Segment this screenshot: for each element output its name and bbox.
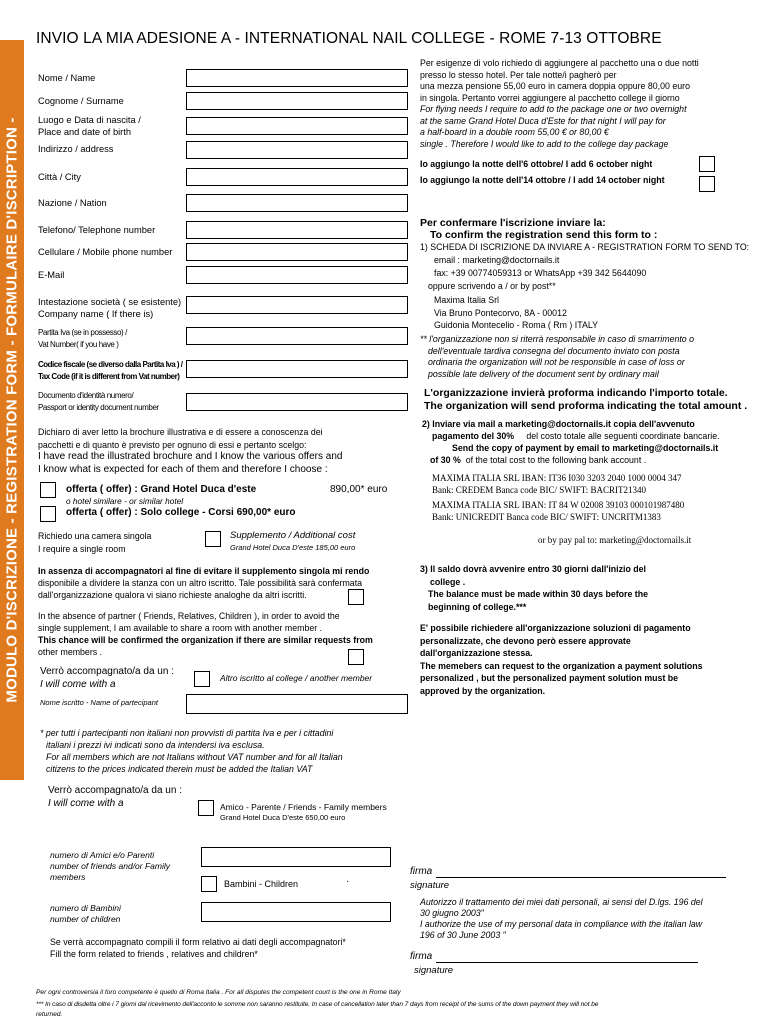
- offer1-label: offerta ( offer) : Grand Hotel Duca d'este: [66, 484, 257, 495]
- field-label-email: E-Mail: [38, 270, 65, 280]
- passport-input[interactable]: [186, 393, 408, 411]
- personalized-line: approved by the organization.: [420, 685, 546, 696]
- signature-label-1: signature: [410, 880, 450, 891]
- bank-line: MAXIMA ITALIA SRL IBAN: IT 84 W 02008 39103 000101987480: [432, 500, 685, 510]
- hotel-note-it-line: Per esigenze di volo richiedo di aggiungere al pacchetto una o due notti: [420, 58, 699, 68]
- supplement-sub: Grand Hotel Duca D'este 185,00 euro: [230, 543, 356, 552]
- share-room-en-line: single supplement, I am available to share a room with another member .: [38, 623, 323, 633]
- legal-note-line: Per ogni controversia il foro competente è quello di Roma Italia . For all disputes the competent court is the one in Rome Italy: [36, 989, 401, 996]
- hotel-note: [420, 58, 765, 150]
- children-count-label: [50, 903, 121, 925]
- proforma-note: [424, 387, 747, 413]
- step2-percent-en: of 30 %: [430, 455, 461, 465]
- payment-step3: [420, 563, 648, 613]
- field-label-vat: [38, 327, 127, 351]
- friends-count-line: members: [50, 872, 86, 882]
- email-input[interactable]: [186, 266, 408, 284]
- confirm-heading-en: To confirm the registration send this form to :: [430, 229, 658, 241]
- birth-input[interactable]: [186, 117, 408, 135]
- proforma-en: The organization will send proforma indicating the total amount .: [424, 400, 748, 412]
- bank-accounts: [432, 472, 684, 523]
- confirm-address-line: Maxima Italia Srl: [434, 295, 500, 305]
- personalized-payment: [420, 622, 703, 697]
- single-room-en: I require a single room: [38, 543, 126, 554]
- disclaimer-line: dell'eventuale tardiva consegna del documento inviato con posta: [428, 345, 680, 356]
- disclaimer-line: ordinaria the organization will not be responsible in case of loss or: [428, 357, 685, 367]
- taxcode-input[interactable]: [186, 360, 408, 378]
- vat-footnote-line: citizens to the prices indicated therein must be added the Italian VAT: [46, 764, 313, 774]
- brochure-en-line: I know what is expected for each of them and therefore I choose :: [38, 463, 328, 475]
- field-label-mobile: Cellulare / Mobile phone number: [38, 247, 173, 257]
- step2-line: del costo totale alle seguenti coordinate bancarie.: [526, 431, 720, 441]
- field-label-passport-it: Documento d'identità numero/: [38, 391, 134, 400]
- field-label-birth: [38, 114, 141, 138]
- brochure-en-line: I have read the illustrated brochure and I know the various offers and: [38, 451, 343, 462]
- field-label-company-it: Intestazione società ( se esistente): [38, 297, 182, 307]
- vat-footnote-line: italiani i prezzi ivi indicati sono da intendersi iva esclusa.: [46, 740, 265, 750]
- children-count-line: numero di Bambini: [50, 903, 121, 913]
- friends-family-label: Amico - Parente / Friends - Family members: [220, 802, 387, 812]
- hotel-note-en-line: at the same Grand Hotel Duca d'Este for that night I will pay for: [420, 115, 666, 126]
- field-label-company-en: Company name ( If there is): [38, 309, 154, 319]
- field-label-address: Indirizzo / address: [38, 144, 114, 154]
- confirm-heading-it: Per confermare l'iscrizione inviare la:: [420, 217, 606, 229]
- field-label-vat-en: Vat Number( if you have ): [38, 340, 119, 349]
- signature-line-2[interactable]: [436, 962, 698, 963]
- nation-input[interactable]: [186, 194, 408, 212]
- companions-form-note: [50, 936, 346, 960]
- field-label-telephone: Telefono/ Telephone number: [38, 225, 156, 235]
- night6-checkbox[interactable]: [699, 156, 715, 172]
- legal-notes: [36, 988, 766, 1020]
- step2-line: Send the copy of payment by email to marketing@doctornails.it: [452, 443, 719, 453]
- city-input[interactable]: [186, 168, 408, 186]
- confirm-disclaimer: [420, 334, 694, 380]
- confirm-fax: fax: +39 00774059313 or WhatsApp +39 342 5644090: [434, 268, 647, 278]
- field-label-company: [38, 296, 181, 320]
- friends-count-input[interactable]: [201, 847, 391, 867]
- offer1-price: 890,00* euro: [330, 484, 388, 495]
- single-room-it: Richiedo una camera singola: [38, 531, 152, 541]
- field-label-taxcode-en: Tax Code (if it is different from Vat number): [38, 372, 180, 381]
- children-checkbox[interactable]: [201, 876, 217, 892]
- page-title: INVIO LA MIA ADESIONE A - INTERNATIONAL NAIL COLLEGE - ROME 7-13 OTTOBRE: [36, 30, 662, 47]
- vat-footnote: [40, 727, 343, 775]
- companion-friends-en: I will come with a: [48, 798, 124, 809]
- share-room-checkbox[interactable]: [348, 589, 364, 605]
- hotel-note-en-line: a half-board in a double room 55,00 € or 80,00 €: [420, 127, 609, 137]
- field-label-nation: Nazione / Nation: [38, 198, 107, 208]
- share-room-en-line: This chance will be confirmed the organization if there are similar requests from: [38, 635, 373, 645]
- field-label-vat-it: Partita Iva (se in possesso) /: [38, 328, 127, 337]
- another-member-label: Altro iscritto al college / another member: [220, 673, 373, 683]
- single-room: [38, 530, 151, 555]
- legal-note-line: *** In caso di disdetta oltre i 7 giorni dal ricevimento dell'acconto le somme non saranno restituite. In case of cancellation later than 7 days from receipt of the sums of the down payment they will not be: [36, 1001, 599, 1008]
- share-room-en-line: other members .: [38, 647, 103, 657]
- companion-friends: [48, 784, 182, 810]
- confirm-email: email : marketing@doctornails.it: [434, 255, 560, 265]
- name-input[interactable]: [186, 69, 408, 87]
- confirm-step1: 1) SCHEDA DI ISCRIZIONE DA INVIARE A - REGISTRATION FORM TO SEND TO:: [420, 242, 750, 252]
- payment-step2: [422, 418, 720, 466]
- signature-label-2: signature: [414, 965, 454, 976]
- share-room-it-line: dall'organizzazione qualora vi siano richieste analoghe da altri iscritti.: [38, 590, 307, 600]
- share-room-it-line: In assenza di accompagnatori al fine di evitare il supplemento singola mi rendo: [38, 566, 370, 576]
- companion-member-en: I will come with a: [40, 679, 116, 690]
- privacy-line: I authorize the use of my personal data in compliance with the italian law: [420, 919, 703, 929]
- share-room-info: [38, 565, 369, 601]
- side-banner-text: MODULO D'ISCRIZIONE - REGISTRATION FORM - FORMULAIRE D'ISCRIPTION -: [3, 117, 21, 703]
- night6-label: Io aggiungo la notte dell'6 ottobre/ I add 6 october night: [420, 159, 653, 169]
- legal-note-line: returned.: [36, 1011, 63, 1018]
- field-label-passport-en: Passport or identity document number: [38, 403, 159, 412]
- companion-member-it: Verrò accompagnato/a da un :: [40, 666, 174, 677]
- brochure-it-line: Dichiaro di aver letto la brochure illustrativa e di essere a conoscenza dei: [38, 427, 323, 437]
- paypal-line: or by pay pal to: marketing@doctornails.it: [538, 535, 692, 545]
- confirm-address-line: Via Bruno Pontecorvo, 8A - 00012: [434, 307, 567, 318]
- offer2-label: offerta ( offer) : Solo college - Corsi 690,00* euro: [66, 507, 296, 518]
- share-room-it-line: disponibile a dividere la stanza con un altro iscritto. Tale possibilità sarà confermata: [38, 578, 363, 588]
- share-room-info-en: [38, 610, 373, 658]
- hotel-note-it-line: una mezza pensione 55,00 euro in camera doppia oppure 80,00 euro: [420, 81, 690, 91]
- vat-footnote-line: For all members which are not Italians without VAT number and for all Italian: [46, 752, 343, 762]
- children-count-input[interactable]: [201, 902, 391, 922]
- surname-input[interactable]: [186, 92, 408, 110]
- field-label-taxcode-it: Codice fiscale (se diverso dalla Partita Iva ) /: [38, 360, 183, 369]
- field-label-birth-it: Luogo e Data di nascita /: [38, 115, 141, 125]
- personalized-line: E' possibile richiedere all'organizzazione soluzioni di pagamento: [420, 623, 691, 633]
- share-room-en-checkbox[interactable]: [348, 649, 364, 665]
- hotel-note-it-line: presso lo stesso hotel. Per tale notte/i pagherò per: [420, 69, 617, 80]
- confirm-heading: [420, 217, 657, 241]
- field-label-name: Nome / Name: [38, 73, 96, 83]
- mobile-input[interactable]: [186, 243, 408, 261]
- personalized-line: The memebers can request to the organization a payment solutions: [420, 660, 703, 671]
- companions-form-note-line: Fill the form related to friends , relatives and children*: [50, 949, 258, 959]
- night14-label: Io aggiungo la notte dell'14 ottobre / I add 14 october night: [420, 175, 665, 185]
- step2-line: of the total cost to the following bank account .: [465, 455, 647, 465]
- companion-friends-it: Verrò accompagnato/a da un :: [48, 785, 182, 796]
- privacy-line: 196 of 30 June 2003 ": [420, 930, 506, 940]
- bank-line: Bank: CREDEM Banca code BIC/ SWIFT: BACRIT21340: [432, 485, 647, 495]
- step3-line: college .: [430, 576, 466, 587]
- field-label-birth-en: Place and date of birth: [38, 127, 132, 137]
- step3-line: beginning of college.***: [428, 601, 527, 612]
- signature-line-1[interactable]: [436, 877, 726, 878]
- friends-count-label: [50, 850, 170, 883]
- friends-count-line: numero di Amici e/o Parenti: [50, 850, 155, 860]
- firma-label-2: firma: [410, 951, 433, 962]
- hotel-note-en-line: single . Therefore I would like to add to the college day package: [420, 138, 669, 149]
- friends-family-checkbox[interactable]: [198, 800, 214, 816]
- personalized-line: personalizzate, che devono però essere approvate: [420, 635, 631, 646]
- confirm-address-line: Guidonia Montecelio - Roma ( Rm ) ITALY: [434, 320, 598, 330]
- brochure-it-line: pacchetti e di quanto è previsto per ognuno di essi e pertanto scelgo:: [38, 439, 307, 450]
- brochure-declaration: [38, 426, 342, 476]
- offer1-checkbox[interactable]: [40, 482, 56, 498]
- bank-line: Bank: UNICREDIT Banca code BIC/ SWIFT: UNCRITM1383: [432, 512, 661, 522]
- night14-checkbox[interactable]: [699, 176, 715, 192]
- company-input[interactable]: [186, 296, 408, 314]
- partner-name-input[interactable]: [186, 694, 408, 714]
- field-label-surname: Cognome / Surname: [38, 96, 124, 106]
- vat-footnote-line: * per tutti i partecipanti non italiani non provvisti di partita Iva e per i cittadini: [40, 728, 334, 738]
- companion-member: [40, 665, 174, 691]
- step2-percent: pagamento del 30%: [432, 431, 515, 441]
- supplement-label: Supplemento / Additional cost: [230, 530, 356, 541]
- privacy-line: 30 giugno 2003": [420, 908, 484, 918]
- personalized-line: dall'organizzazione stessa.: [420, 648, 533, 658]
- disclaimer-line: possible late delivery of the document sent by ordinary mail: [428, 368, 659, 379]
- friends-family-price: Grand Hotel Duca D'este 650,00 euro: [220, 813, 346, 822]
- bank-line: MAXIMA ITALIA SRL IBAN: IT36 I030 3203 2040 1000 0004 347: [432, 473, 682, 483]
- single-room-checkbox[interactable]: [205, 531, 221, 547]
- partner-name-label: Nome iscritto - Name of partecipant: [40, 698, 158, 707]
- personalized-line: personalized , but the personalized payment solution must be: [420, 673, 679, 683]
- field-label-passport: [38, 390, 159, 414]
- children-dot: ·: [346, 876, 350, 887]
- step2-line: 2) Inviare via mail a marketing@doctornails.it copia dell'avvenuto: [422, 419, 695, 429]
- address-input[interactable]: [186, 141, 408, 159]
- children-count-line: number of children: [50, 914, 121, 924]
- privacy-consent: [420, 897, 703, 941]
- hotel-note-it-line: in singola. Pertanto vorrei aggiungere al pacchetto college il giorno: [420, 92, 680, 103]
- disclaimer-line: ** l'organizzazione non si riterrà responsabile in caso di smarrimento o: [420, 334, 695, 344]
- privacy-line: Autorizzo il trattamento dei miei dati personali, ai sensi del D.lgs. 196 del: [420, 897, 703, 907]
- confirm-address: [434, 294, 598, 332]
- telephone-input[interactable]: [186, 221, 408, 239]
- firma-label-1: firma: [410, 866, 433, 877]
- friends-count-line: number of friends and/or Family: [50, 861, 170, 871]
- proforma-it: L'organizzazione invierà proforma indicando l'importo totale.: [424, 387, 728, 399]
- children-label: Bambini - Children: [224, 879, 299, 889]
- another-member-checkbox[interactable]: [194, 671, 210, 687]
- share-room-en-line: In the absence of partner ( Friends, Relatives, Children ), in order to avoid the: [38, 611, 340, 621]
- field-label-city: Città / City: [38, 172, 81, 182]
- offer2-checkbox[interactable]: [40, 506, 56, 522]
- field-label-taxcode: [38, 359, 183, 383]
- offer1-sub: o hotel similare - or similar hotel: [66, 496, 184, 506]
- step3-line: The balance must be made within 30 days before the: [428, 589, 648, 599]
- confirm-post: oppure scrivendo a / or by post**: [428, 281, 556, 291]
- hotel-note-en-line: For flying needs I require to add to the package one or two overnight: [420, 104, 687, 114]
- companions-form-note-line: Se verrà accompagnato compili il form relativo ai dati degli accompagnatori*: [50, 937, 346, 947]
- vat-input[interactable]: [186, 327, 408, 345]
- step3-line: 3) Il saldo dovrà avvenire entro 30 giorni dall'inizio del: [420, 564, 646, 574]
